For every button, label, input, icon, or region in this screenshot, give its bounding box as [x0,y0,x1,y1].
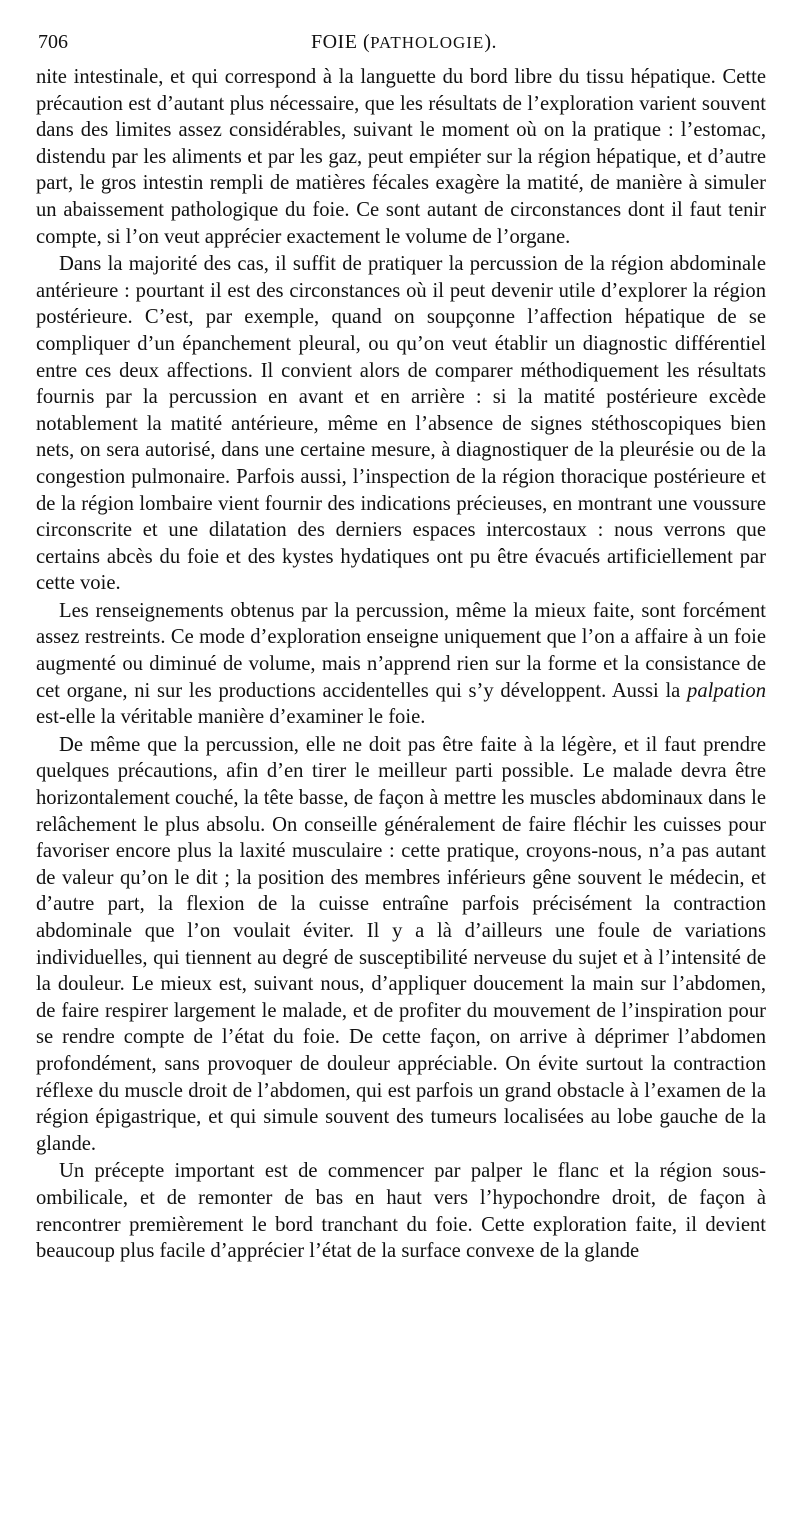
paragraph-palpation-technique: De même que la percussion, elle ne doit pas être faite à la légère, et il faut prendre quelques précautions, afin d’en tirer le meilleur parti possible. Le malade devra être horizontalement couché, la tête basse, de façon à mettre les muscles abdominaux dans le relâchement le plus absolu. On conseille généralement de faire fléchir les cuisses pour favoriser encore plus la laxité musculaire : cette pratique, croyons-nous, n’a pas autant de valeur qu’on le dit ; la position des membres inférieurs gêne souvent le médecin, et d’autre part, la flexion de la cuisse entraîne parfois précisément la contraction abdominale que l’on voulait éviter. Il y a là d’ailleurs une foule de variations individuelles, qui tiennent au degré de susceptibilité nerveuse du sujet et à l’intensité de la douleur. Le mieux est, suivant nous, d’appliquer doucement la main sur l’abdomen, de faire respirer largement le malade, et de profiter du mouvement de l’inspiration pour se rendre compte de l’état du foie. De cette façon, on arrive à déprimer l’abdomen profondément, sans provoquer de douleur appréciable. On évite surtout la contraction réflexe du muscle droit de l’abdomen, qui est parfois un grand obstacle à l’examen de la région épigastrique, et qui simule souvent des tumeurs localisées au lobe gauche de la glande. [36,733,766,1155]
paragraph-palpation-precept: Un précepte important est de commencer par palper le flanc et la région sous-ombilicale, et de remonter de bas en haut vers l’hypochondre droit, de façon à rencontrer premièrement le bord tranchant du foie. Cette exploration faite, il devient beaucoup plus facile d’apprécier l’état de la surface convexe de la glande [36,1160,766,1263]
page-number: 706 [38,31,68,53]
italic-term-palpation: palpation [687,679,766,702]
running-title [38,30,770,55]
running-title-subtitle: PATHOLOGIE [370,33,485,52]
running-title-main: FOIE [310,31,358,53]
running-head [38,30,770,60]
paragraph-text-after: est-elle la véritable manière d’examiner le foie. [36,706,426,729]
paragraph-palpation-intro [36,598,766,731]
body-text [36,64,766,1265]
running-title-paren-open: ( [362,31,371,53]
paragraph-continued: nite intestinale, et qui correspond à la languette du bord libre du tissu hépatique. Cette précaution est d’autant plus nécessaire, que les résultats de l’exploration varient souvent dans des limites assez considérables, suivant le moment où on la pratique : l’estomac, distendu par les aliments et par les gaz, peut empiéter sur la région hépatique, et d’autre part, le gros intestin rempli de matières fécales exagère la matité, de manière à simuler un abaissement pathologique du foie. Ce sont autant de circonstances dont il faut tenir compte, si l’on veut apprécier exactement le volume de l’organe. [36,66,766,248]
paragraph-percussion-posterior: Dans la majorité des cas, il suffit de pratiquer la percussion de la région abdominale antérieure : pourtant il est des circonstances où il peut devenir utile d’explorer la région postérieure. C’est, par exemple, quand on soupçonne l’affection hépatique de se compliquer d’un épanchement pleural, ou qu’on veut établir un diagnostic différentiel entre ces deux affections. Il convient alors de comparer méthodiquement les résultats fournis par la percussion en avant et en arrière : si la matité postérieure excède notablement la matité antérieure, même en l’absence de signes stéthoscopiques bien nets, on sera autorisé, dans une certaine mesure, à diagnostiquer de la pleurésie ou de la congestion pulmonaire. Parfois aussi, l’inspection de la région thoracique postérieure et de la région lombaire vient fournir des indications précieuses, en montrant une voussure circonscrite et une dilatation des derniers espaces intercostaux : nous verrons que certains abcès du foie et des kystes hydatiques ont pu être évacués artificiellement par cette voie. [36,253,766,595]
paragraph-text-before: Les renseignements obtenus par la percussion, même la mieux faite, sont forcément assez restreints. Ce mode d’exploration enseigne uniquement que l’on a affaire à un foie augmenté ou diminué de volume, mais n’apprend rien sur la forme et la consistance de cet organe, ni sur les productions accidentelles qui s’y développent. Aussi la [36,599,766,702]
bleed-through-noise [160,1486,760,1494]
running-title-paren-close: ). [484,31,497,53]
